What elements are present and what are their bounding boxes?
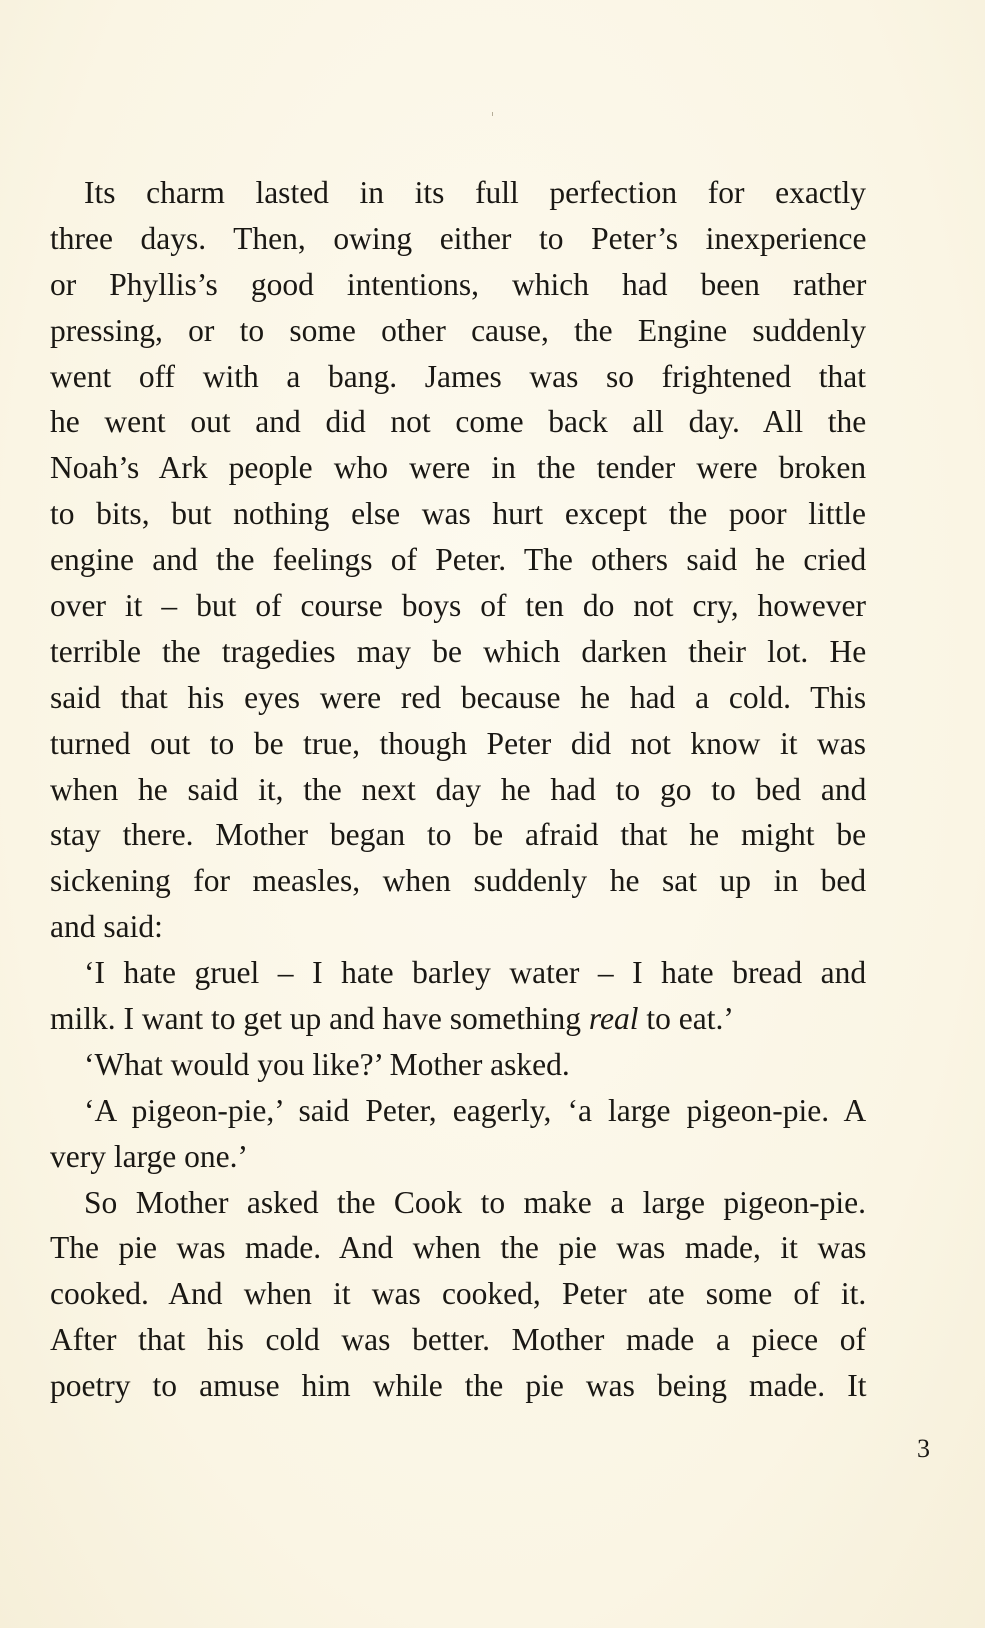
text-line: poetry to amuse him while the pie was being made. It [50,1368,867,1404]
text-line: said that his eyes were red because he had a cold. This [50,679,867,715]
text-line: So Mother asked the Cook to make a large pigeon-pie. [84,1184,867,1220]
text-line: ‘I hate gruel – I hate barley water – I hate bread and [84,955,867,991]
text-line: After that his cold was better. Mother made a piece of [50,1322,866,1358]
text-line: terrible the tragedies may be which darken their lot. He [50,633,867,669]
text-line: very large one.’ [50,1138,248,1174]
page-number: 3 [917,1434,930,1463]
body-text [50,170,866,1409]
text-line: cooked. And when it was cooked, Peter ate some of it. [50,1276,867,1312]
text-line: ‘What would you like?’ Mother asked. [84,1046,570,1082]
text-line: went off with a bang. James was so frightened that [50,358,867,394]
text-line: or Phyllis’s good intentions, which had been rather [50,266,867,302]
paper-speck [492,112,493,116]
text-line: engine and the feelings of Peter. The others said he cried [50,542,867,578]
text-line: he went out and did not come back all day. All the [50,404,867,440]
text-line: Noah’s Ark people who were in the tender were broken [50,450,867,486]
text-line: stay there. Mother began to be afraid that he might be [50,817,867,853]
text-line: pressing, or to some other cause, the Engine suddenly [50,312,867,348]
text-segment: to eat.’ [638,1001,734,1037]
text-segment: milk. I want to get up and have something [50,1001,589,1037]
text-line: The pie was made. And when the pie was made, it was [50,1230,867,1266]
text-line-with-italic [50,996,866,1042]
text-line: Its charm lasted in its full perfection for exactly [84,175,867,210]
text-line: to bits, but nothing else was hurt except the poor little [50,496,867,532]
text-line: three days. Then, owing either to Peter’s inexperience [50,220,867,256]
text-line: sickening for measles, when suddenly he sat up in bed [50,863,867,899]
text-line: ‘A pigeon-pie,’ said Peter, eagerly, ‘a large pigeon-pie. A [84,1092,867,1128]
text-line: and said: [50,909,163,945]
text-line: turned out to be true, though Peter did not know it was [50,725,866,761]
italic-word: real [588,1001,639,1037]
text-line: over it – but of course boys of ten do not cry, however [50,588,866,624]
text-line: when he said it, the next day he had to go to bed and [50,771,867,807]
